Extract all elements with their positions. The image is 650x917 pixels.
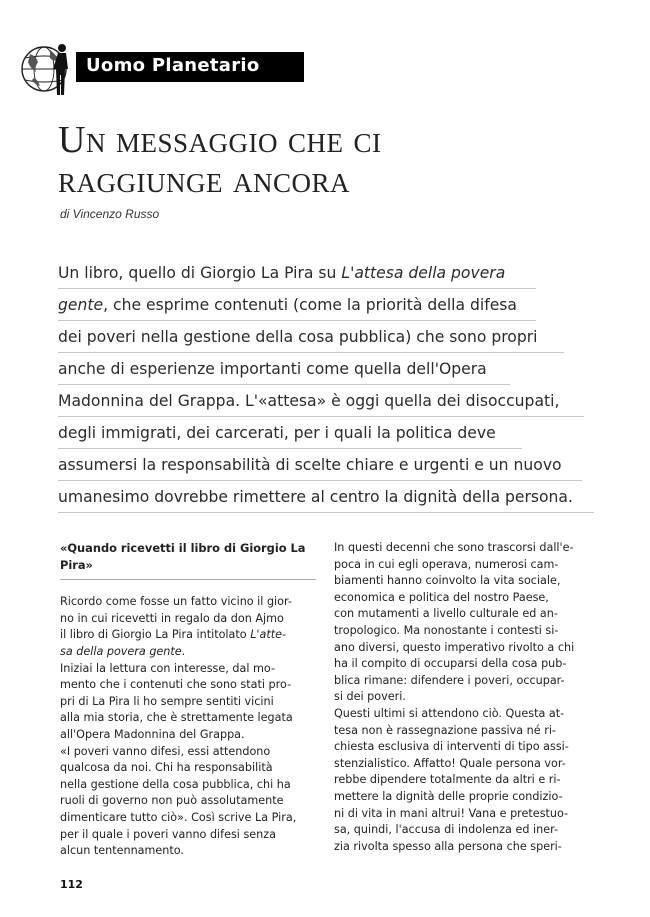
lead-line: Un libro, quello di Giorgio La Pira su L'attesa della povera xyxy=(58,264,506,282)
lead-line: dei poveri nella gestione della cosa pubblica) che sono propri xyxy=(58,328,538,346)
body-line: alla mia storia, che è strettamente legata xyxy=(60,711,293,725)
lead-line: Madonnina del Grappa. L'«attesa» è oggi quella dei disoccupati, xyxy=(58,392,560,410)
body-line: alcun tentennamento. xyxy=(60,844,184,858)
body-line: stenzialistico. Affatto! Quale persona vor- xyxy=(334,756,566,770)
lead-rule xyxy=(58,512,594,513)
left-column xyxy=(60,540,323,860)
body-line: zia rivolta spesso alla persona che speri- xyxy=(334,839,562,853)
body-line: no in cui ricevetti in regalo da don Ajmo xyxy=(60,611,284,625)
body-line: blica rimane: difendere i poveri, occupar- xyxy=(334,673,565,687)
body-line: rebbe dipendere totalmente da altri e ri- xyxy=(334,773,561,787)
globe-with-figure-icon xyxy=(20,38,80,100)
lead-rule xyxy=(58,480,582,481)
body-line: biamenti hanno coinvolto la vita sociale, xyxy=(334,574,561,588)
title-line-2: raggiunge ancora xyxy=(58,159,350,201)
body-line: con mutamenti a livello culturale ed an- xyxy=(334,607,558,621)
lead-rule xyxy=(58,448,522,449)
subheading: Pira» xyxy=(60,557,93,572)
lead-line: degli immigrati, dei carcerati, per i quali la politica deve xyxy=(58,424,496,442)
body-line: ha il compito di occuparsi della cosa pub- xyxy=(334,657,567,671)
lead-rule xyxy=(58,384,510,385)
body-line: il libro di Giorgio La Pira intitolato L'atte- xyxy=(60,628,287,642)
section-header xyxy=(20,38,290,100)
lead-paragraph xyxy=(58,258,608,514)
body-line: sa della povera gente. xyxy=(60,644,186,658)
lead-rule xyxy=(58,288,536,289)
body-line: poca in cui egli operava, numerosi cam- xyxy=(334,557,559,571)
body-line: tesa non è rassegnazione passiva né ri- xyxy=(334,723,556,737)
subheading: «Quando ricevetti il libro di Giorgio La xyxy=(60,541,306,555)
body-line: ni di vita in mani altrui! Vana e pretestuo- xyxy=(334,806,569,820)
body-line: «I poveri vanno difesi, essi attendono xyxy=(60,744,271,758)
article-title xyxy=(58,120,618,200)
page-number: 112 xyxy=(60,878,83,891)
body-line: Questi ultimi si attendono ciò. Questa at- xyxy=(334,706,565,720)
body-line: In questi decenni che sono trascorsi dall'e- xyxy=(334,541,574,554)
lead-rule xyxy=(58,416,584,417)
body-line: mento che i contenuti che sono stati pro- xyxy=(60,678,292,692)
body-line: nella gestione della cosa pubblica, chi ha xyxy=(60,777,291,791)
body-line: si dei poveri. xyxy=(334,690,406,704)
right-column xyxy=(334,540,597,855)
body-line: Ricordo come fosse un fatto vicino il gior- xyxy=(60,595,292,609)
title-line-1: Un messaggio che ci xyxy=(58,119,382,161)
body-line: chiesta esclusiva di interventi di tipo assi- xyxy=(334,740,569,754)
body-line: pri di La Pira li ho sempre sentiti vicini xyxy=(60,694,274,708)
lead-rule xyxy=(58,320,536,321)
body-line: economica e politica del nostro Paese, xyxy=(334,590,549,604)
rubric-label: Uomo Planetario xyxy=(86,55,260,76)
lead-line: umanesimo dovrebbe rimettere al centro la dignità della persona. xyxy=(58,488,573,506)
body-line: mettere la dignità delle proprie condizio- xyxy=(334,789,563,803)
body-line: sa, quindi, l'accusa di indolenza ed iner- xyxy=(334,823,559,837)
body-line: Iniziai la lettura con interesse, dal mo- xyxy=(60,661,275,675)
body-line: ruoli di governo non può assolutamente xyxy=(60,794,284,808)
byline: di Vincenzo Russo xyxy=(60,207,160,221)
body-line: ano diversi, questo imperativo rivolto a chi xyxy=(334,640,575,654)
body-line: all'Opera Madonnina del Grappa. xyxy=(60,727,245,741)
lead-rule xyxy=(58,352,564,353)
subheading-rule xyxy=(60,579,316,580)
body-line: dimenticare tutto ciò». Così scrive La Pira, xyxy=(60,810,297,824)
body-line: per il quale i poveri vanno difesi senza xyxy=(60,827,276,841)
body-line: tropologico. Ma nonostante i contesti si- xyxy=(334,623,559,637)
lead-line: gente, che esprime contenuti (come la priorità della difesa xyxy=(58,296,517,314)
lead-line: assumersi la responsabilità di scelte chiare e urgenti e un nuovo xyxy=(58,456,562,474)
body-line: qualcosa da noi. Chi ha responsabilità xyxy=(60,761,273,775)
lead-line: anche di esperienze importanti come quella dell'Opera xyxy=(58,360,487,378)
